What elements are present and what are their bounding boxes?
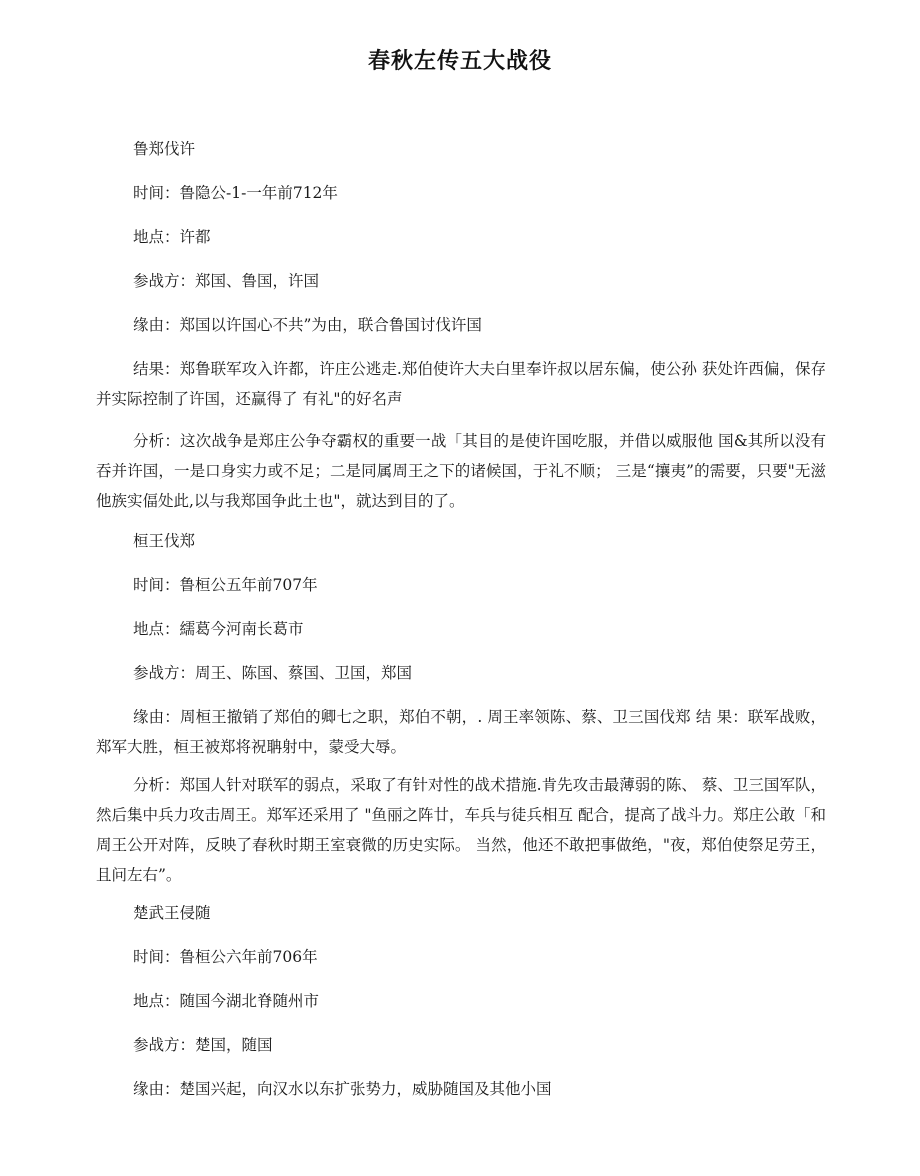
section-heading-huan-wang-fa-zheng: 桓王伐郑 bbox=[133, 532, 196, 550]
paragraph-analysis-2: 分析：郑国人针对联军的弱点，采取了有针对性的战术措施.肯先攻击最薄弱的陈、 蔡、卫三国军队，然后集中兵力攻击周王。郑军还采用了 "鱼丽之阵廿，车兵与徒兵相互 配合，提高了战斗力。郑庄公敢「和周王公开对阵，反映了春秋时期王室衰微的历史实际。 当然，他还不敢把事做绝，"夜，郑伯使祭足劳王，且问左右”。 bbox=[96, 776, 826, 884]
paragraph-place-2: 地点：繻葛今河南长葛市 bbox=[133, 620, 304, 638]
section-heading-lu-zheng-fa-xu: 鲁郑伐许 bbox=[133, 140, 196, 158]
paragraph-parties-1: 参战方：郑国、鲁国，许国 bbox=[133, 272, 320, 290]
paragraph-time-1: 时间：鲁隐公-1-一年前712年 bbox=[133, 184, 338, 202]
document-title: 春秋左传五大战役 bbox=[367, 49, 552, 74]
paragraph-result-1: 结果：郑鲁联军攻入许都，许庄公逃走.郑伯使许大夫白里奉许叔以居东偏，使公孙 获处许西偏，保存并实际控制了许国，还赢得了 有礼"的好名声 bbox=[96, 360, 826, 408]
paragraph-cause-1: 缘由：郑国以许国心不共”为由，联合鲁国讨伐许国 bbox=[133, 316, 482, 334]
paragraph-parties-3: 参战方：楚国，随国 bbox=[133, 1036, 273, 1054]
paragraph-cause-result-2: 缘由：周桓王撤销了郑伯的卿七之职，郑伯不朝，. 周王率领陈、蔡、卫三国伐郑 结 果：联军战败，郑军大胜，桓王被郑将祝聃射中，蒙受大辱。 bbox=[96, 708, 826, 756]
section-heading-chu-wu-wang-qin-sui: 楚武王侵随 bbox=[133, 904, 211, 922]
paragraph-parties-2: 参战方：周王、陈国、蔡国、卫国，郑国 bbox=[133, 664, 413, 682]
paragraph-place-1: 地点：许都 bbox=[133, 228, 211, 246]
paragraph-time-2: 时间：鲁桓公五年前707年 bbox=[133, 576, 318, 594]
paragraph-analysis-1: 分析：这次战争是郑庄公争夺霸权的重要一战「其目的是使许国吃服，并借以威服他 国&其所以没有吞并许国，一是口身实力或不足；二是同属周王之下的诸候国，于礼不顺； 三是“攘夷”的需要，只要"无滋他族实偪处此,以与我郑国争此土也"，就达到目的了。 bbox=[96, 432, 826, 510]
paragraph-time-3: 时间：鲁桓公六年前706年 bbox=[133, 948, 318, 966]
paragraph-cause-3: 缘由：楚国兴起，向汉水以东扩张势力，威胁随国及其他小国 bbox=[133, 1080, 552, 1098]
paragraph-place-3: 地点：随国今湖北脊随州市 bbox=[133, 992, 320, 1010]
